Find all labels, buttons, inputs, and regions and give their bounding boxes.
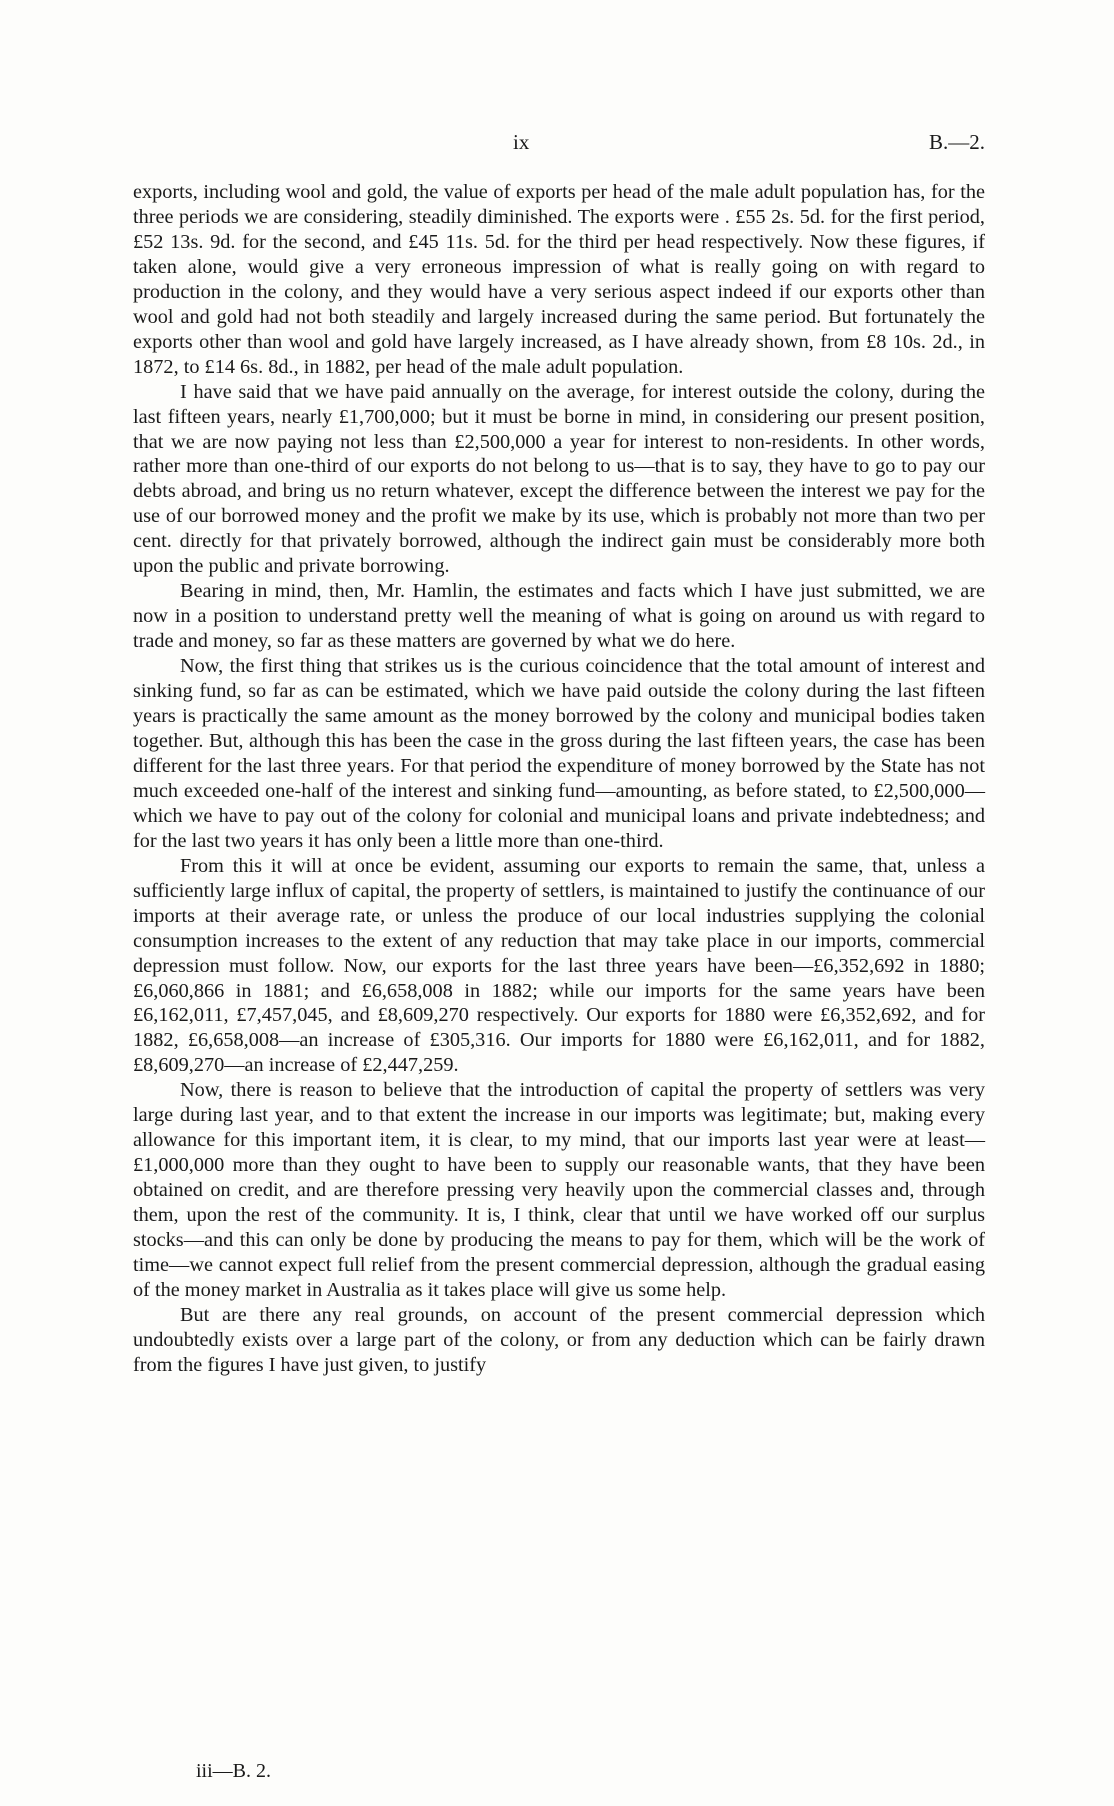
paragraph: Now, there is reason to believe that the introduction of capital the property of settlers was very large during last year, and to that extent the increase in our imports was legitimate; but, making every allowance for this important item, it is clear, to my mind, that our imports last year were at least—£1,000,000 more than they ought to have been to supply our reasonable wants, that they have been obtained on credit, and are therefore pressing very heavily upon the commercial classes and, through them, upon the rest of the community. It is, I think, clear that until we have worked off our surplus stocks—and this can only be done by producing the means to pay for them, which will be the work of time—we cannot expect full relief from the present commercial depression, although the gradual easing of the money market in Australia as it takes place will give us some help. — [133, 1079, 985, 1301]
paragraph: From this it will at once be evident, assuming our exports to remain the same, that, unless a sufficiently large influx of capital, the property of settlers, is maintained to justify the continuance of our imports at their average rate, or unless the produce of our local industries supplying the colonial consumption increases to the extent of any reduction that may take place in our imports, commercial depression must follow. Now, our exports for the last three years have been—£6,352,692 in 1880; £6,060,866 in 1881; and £6,658,008 in 1882; while our imports for the same years have been £6,162,011, £7,457,045, and £8,609,270 respectively. Our exports for 1880 were £6,352,692, and for 1882, £6,658,008—an increase of £305,316. Our imports for 1880 were £6,162,011, and for 1882, £8,609,270—an increase of £2,447,259. — [133, 854, 985, 1077]
page-number: ix — [513, 130, 530, 154]
document-code: B.—2. — [928, 130, 985, 154]
body-text — [133, 180, 985, 1378]
signature-mark: iii—B. 2. — [196, 1760, 272, 1782]
paragraph: Now, the first thing that strikes us is the curious coincidence that the total amount of interest and sinking fund, so far as can be estimated, which we have paid outside the colony during the last fifteen years is practically the same amount as the money borrowed by the colony and municipal bodies taken together. But, although this has been the case in the gross during the last fifteen years, the case has been different for the last three years. For that period the expenditure of money borrowed by the State has not much exceeded one-half of the interest and sinking fund—amounting, as before stated, to £2,500,000—which we have to pay out of the colony for colonial and municipal loans and private indebtedness; and for the last two years it has only been a little more than one-third. — [133, 655, 985, 852]
paragraph: Bearing in mind, then, Mr. Hamlin, the estimates and facts which I have just submitted, we are now in a position to understand pretty well the meaning of what is going on around us with regard to trade and money, so far as these matters are governed by what we do here. — [133, 580, 985, 653]
paragraph: I have said that we have paid annually on the average, for interest outside the colony, during the last fifteen years, nearly £1,700,000; but it must be borne in mind, in considering our present position, that we are now paying not less than £2,500,000 a year for interest to non-residents. In other words, rather more than one-third of our exports do not belong to us—that is to say, they have to go to pay our debts abroad, and bring us no return whatever, except the difference between the interest we pay for the use of our borrowed money and the profit we make by its use, which is probably not more than two per cent. directly for that privately borrowed, although the indirect gain must be considerably more both upon the public and private borrowing. — [133, 380, 985, 578]
paragraph-continued: exports, including wool and gold, the value of exports per head of the male adult population has, for the three periods we are considering, steadily diminished. The exports were . £55 2s. 5d. for the first period, £52 13s. 9d. for the second, and £45 11s. 5d. for the third per head respectively. Now these figures, if taken alone, would give a very erroneous impression of what is really going on with regard to production in the colony, and they would have a very serious aspect indeed if our exports other than wool and gold had not both steadily and largely increased during the same period. But fortunately the exports other than wool and gold have largely increased, as I have already shown, from £8 10s. 2d., in 1872, to £14 6s. 8d., in 1882, per head of the male adult population. — [133, 181, 985, 378]
paragraph: But are there any real grounds, on account of the present commercial depression which undoubtedly exists over a large part of the colony, or from any deduction which can be fairly drawn from the figures I have just given, to justify — [133, 1303, 985, 1376]
page-header — [133, 130, 985, 160]
